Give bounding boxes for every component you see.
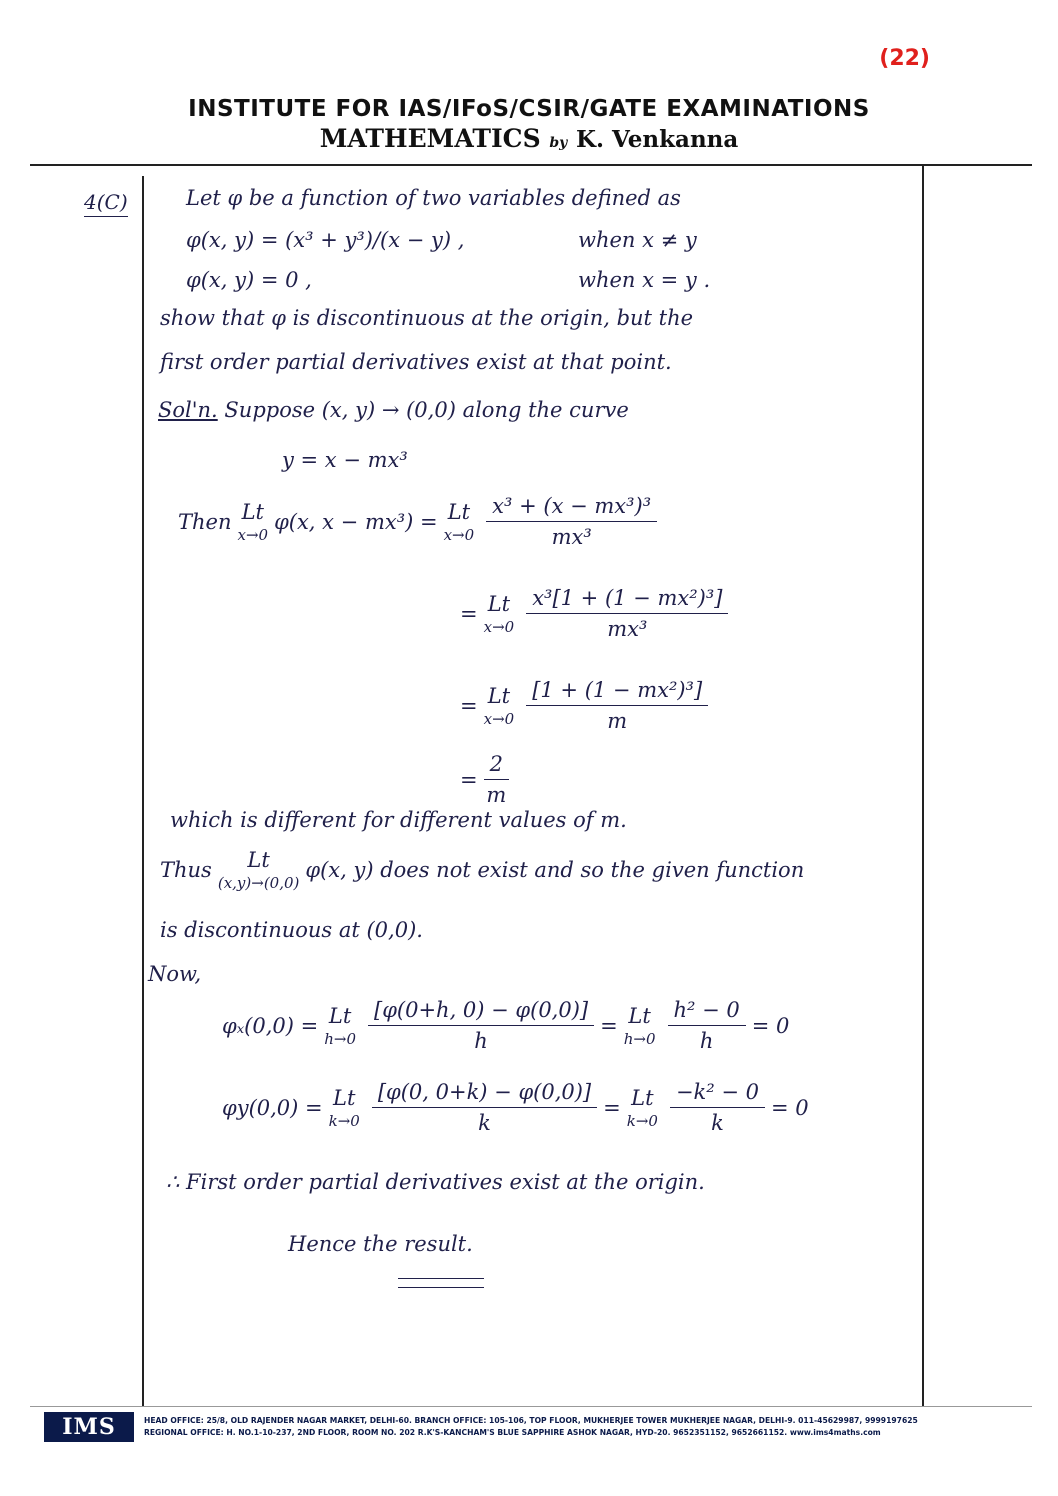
limit-operator [624,1004,656,1048]
final-statement-1: ∴ First order partial derivatives exist at the origin. [166,1170,705,1194]
fraction-numerator: [1 + (1 − mx²)³] [526,678,708,706]
fraction-denominator: mx³ [551,525,592,549]
conclusion-line-2 [160,848,804,892]
limit-step-1 [178,494,663,549]
right-margin-rule [922,166,924,1406]
limit-subscript: k→0 [626,1111,658,1130]
limit-text: Lt [247,848,270,872]
step1-expression: φ(x, x − mx³) = [274,509,438,534]
institute-title: INSTITUTE FOR IAS/IFoS/CSIR/GATE EXAMINATIONS [188,96,870,122]
partial-y-equation [222,1080,809,1135]
document-header [0,96,1058,153]
fraction-denominator: h [474,1029,488,1053]
limit-operator [324,1004,356,1048]
fraction-numerator: [φ(0+h, 0) − φ(0,0)] [368,998,594,1026]
subject-by: by [549,135,568,151]
equals-sign: = [460,601,478,626]
question-line-1: Let φ be a function of two variables defined as [186,186,681,210]
fraction-denominator: m [486,783,507,807]
limit-step-3 [460,678,714,733]
frame-top-rule [30,164,1032,166]
limit-step-4 [460,752,515,807]
subject-author: K. Venkanna [576,126,739,153]
left-margin-rule [142,176,144,1406]
question-line-2-left: φ(x, y) = (x³ + y³)/(x − y) , [186,228,465,252]
conclusion-line-1: which is different for different values of m. [170,808,627,832]
frame-bottom-rule [30,1406,1032,1407]
fraction [526,586,728,641]
limit-operator [484,684,515,728]
curve-equation: y = x − mx³ [282,448,408,472]
limit-text: Lt [487,591,511,616]
then-label: Then [178,509,232,534]
limit-subscript: (x,y)→(0,0) [217,874,300,892]
limit-subscript: x→0 [483,709,515,728]
fraction-denominator: m [607,709,628,733]
fraction [486,494,657,549]
question-line-3-right: when x = y . [578,268,711,292]
limit-text: Lt [628,1003,651,1028]
limit-subscript: x→0 [483,617,515,636]
limit-text: Lt [333,1085,356,1110]
equals-sign: = [460,693,478,718]
limit-operator [627,1086,658,1130]
subject-title [0,124,1058,153]
equals-sign: = [460,767,478,792]
limit-step-2 [460,586,734,641]
solution-label: Sol'n. [158,398,218,422]
limit-text: Lt [328,1003,352,1028]
fraction-denominator: k [478,1111,491,1135]
phi-x-lhs: φₓ(0,0) = [222,1013,319,1038]
fraction-numerator: x³[1 + (1 − mx²)³] [526,586,728,614]
now-label: Now, [148,962,202,986]
limit-text: Lt [487,683,511,708]
fraction-numerator: h² − 0 [668,998,746,1026]
conclusion-line-3: is discontinuous at (0,0). [160,918,423,942]
limit-text: Lt [447,499,471,524]
fraction [668,998,746,1053]
fraction-numerator: [φ(0, 0+k) − φ(0,0)] [372,1080,597,1108]
equals-sign: = [600,1013,618,1038]
fraction [372,1080,597,1135]
question-line-4: show that φ is discontinuous at the origin, but the [160,306,694,330]
subject-main: MATHEMATICS [319,124,541,153]
fraction [670,1080,765,1135]
fraction-numerator: 2 [484,752,509,780]
question-label: 4(C) [84,190,128,217]
fraction [368,998,594,1053]
question-line-2-right: when x ≠ y [578,228,697,252]
limit-text: Lt [241,499,264,524]
thus-label: Thus [160,858,212,882]
partial-x-equation [222,998,789,1053]
footer-line-1: HEAD OFFICE: 25/8, OLD RAJENDER NAGAR MARKET, DELHI-60. BRANCH OFFICE: 105-106, TOP FLOOR, MUKHERJEE TOWER MUKHERJEE NAGAR, DELHI-9. 011-45629987, 9999197625 [144,1416,918,1425]
limit-operator [218,848,300,892]
solution-intro [158,398,629,422]
limit-operator [237,500,268,544]
footer [44,1412,1034,1442]
phi-y-lhs: φy(0,0) = [222,1095,323,1120]
fraction-denominator: h [699,1029,714,1053]
footer-address [144,1415,918,1439]
limit-subscript: h→0 [324,1029,356,1048]
fraction-denominator: mx³ [607,617,648,641]
question-line-3-left: φ(x, y) = 0 , [186,268,312,292]
result-zero: = 0 [771,1095,809,1120]
limit-text: Lt [631,1085,654,1110]
footer-line-2: REGIONAL OFFICE: H. NO.1-10-237, 2ND FLOOR, ROOM NO. 202 R.K'S-KANCHAM'S BLUE SAPPHIRE ASHOK NAGAR, HYD-20. 9652351152, 9652661152. www.ims4maths.com [144,1428,881,1437]
limit-operator [484,592,515,636]
limit-subscript: x→0 [443,525,475,544]
equals-sign: = [603,1095,621,1120]
fraction [526,678,708,733]
limit-operator [329,1086,360,1130]
limit-subscript: h→0 [623,1029,656,1048]
limit-subscript: x→0 [237,525,269,544]
double-underline [398,1278,484,1288]
fraction [484,752,509,807]
limit-subscript: k→0 [328,1111,360,1130]
question-line-5: first order partial derivatives exist at that point. [160,350,672,374]
limit-operator [444,500,475,544]
page-number: (22) [879,46,930,71]
solution-intro-text: Suppose (x, y) → (0,0) along the curve [224,398,629,422]
fraction-numerator: −k² − 0 [670,1080,765,1108]
conclusion-line-2-text: φ(x, y) does not exist and so the given function [305,858,805,882]
result-zero: = 0 [751,1013,790,1038]
fraction-numerator: x³ + (x − mx³)³ [486,494,657,522]
ims-logo: IMS [44,1412,134,1442]
fraction-denominator: k [711,1111,724,1135]
final-statement-2: Hence the result. [288,1232,473,1256]
